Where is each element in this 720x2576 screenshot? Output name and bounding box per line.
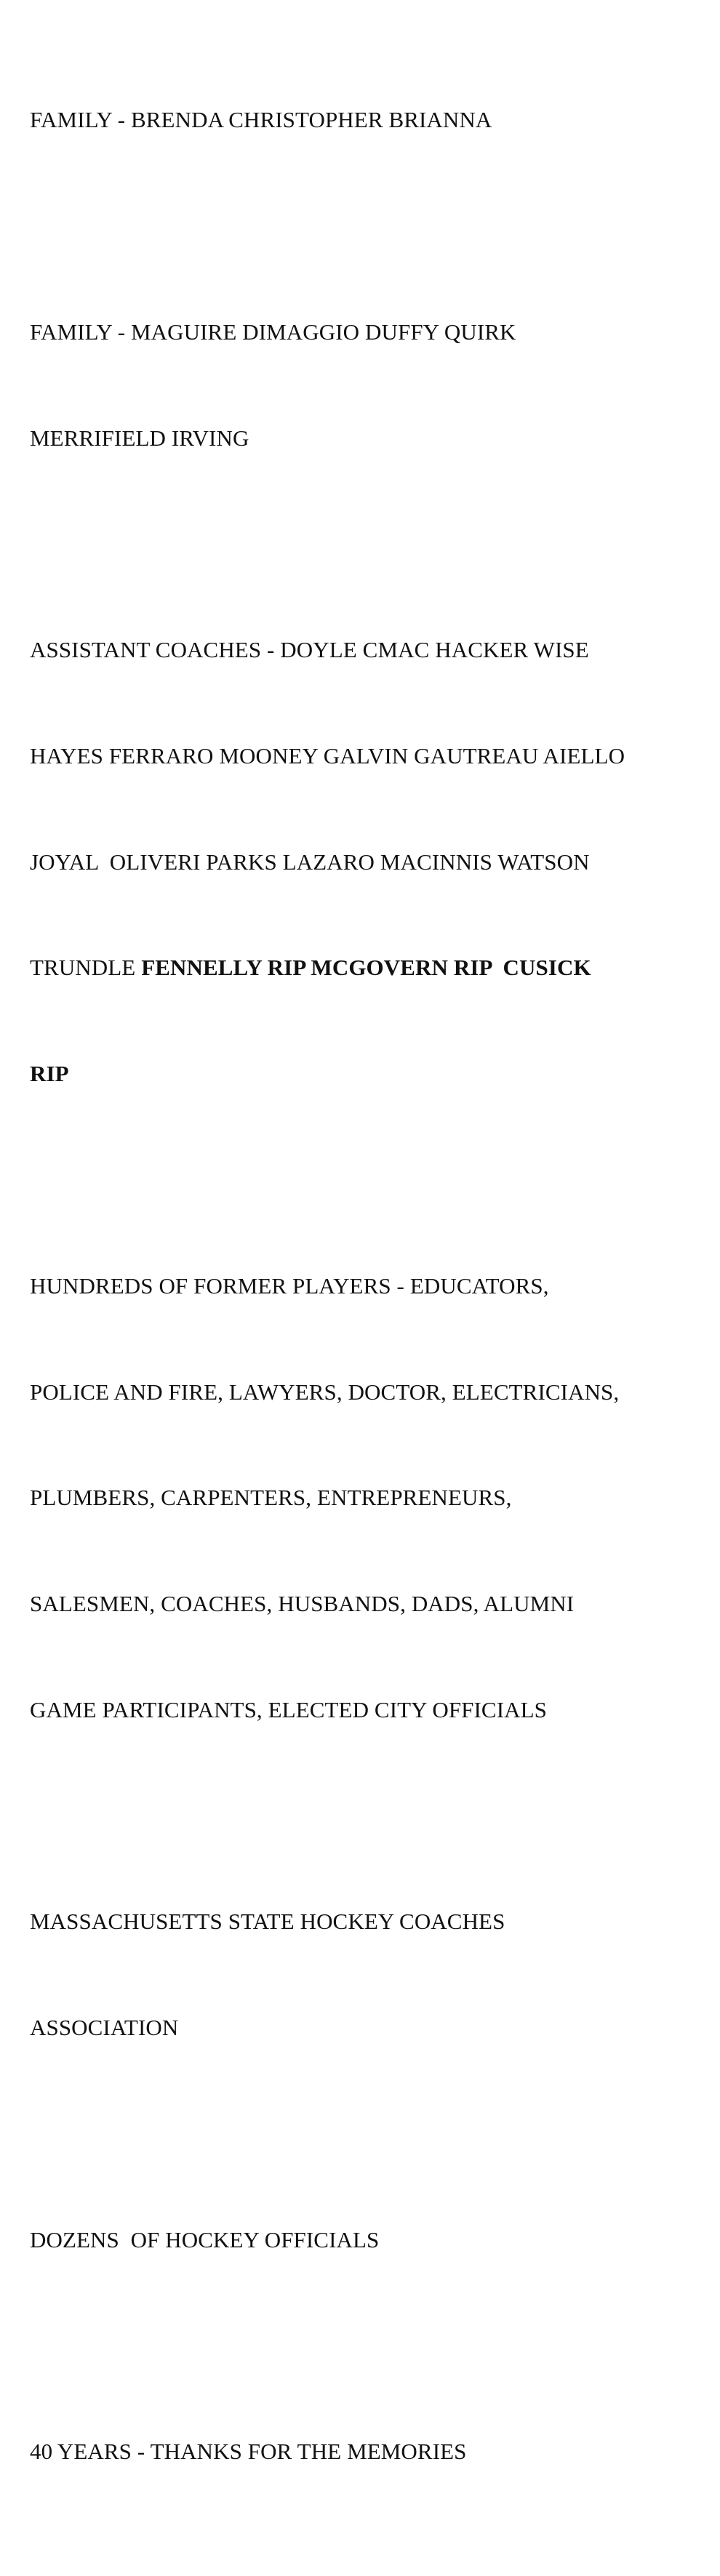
officials-paragraph — [30, 2152, 706, 2329]
text-span: FAMILY - MAGUIRE DIMAGGIO DUFFY QUIRK — [30, 318, 516, 345]
text-line — [30, 1586, 706, 1622]
text-line — [30, 1269, 706, 1304]
text-line — [30, 1480, 706, 1516]
memorial-text: RIP — [30, 1061, 69, 1087]
text-line — [30, 739, 706, 774]
text-line — [30, 2010, 706, 2046]
text-line — [30, 2434, 706, 2470]
former-players-paragraph — [30, 1198, 706, 1799]
coaches-association-paragraph — [30, 1834, 706, 2116]
text-line — [30, 1904, 706, 1940]
document-body — [30, 32, 706, 2576]
text-line — [30, 1693, 706, 1728]
text-line — [30, 2223, 706, 2258]
text-span: GAME PARTICIPANTS, ELECTED CITY OFFICIALS — [30, 1696, 547, 1722]
text-line — [30, 1056, 706, 1092]
text-span: HUNDREDS OF FORMER PLAYERS - EDUCATORS, — [30, 1272, 549, 1299]
text-span: TRUNDLE — [30, 955, 142, 981]
text-line — [30, 950, 706, 986]
assistant-coaches-paragraph — [30, 562, 706, 1163]
memorial-text: FENNELLY RIP MCGOVERN RIP CUSICK — [141, 955, 591, 981]
text-line — [30, 633, 706, 668]
text-span: ASSOCIATION — [30, 2015, 179, 2041]
text-span: MERRIFIELD IRVING — [30, 425, 249, 451]
text-span: ASSISTANT COACHES - DOYLE CMAC HACKER WISE — [30, 637, 589, 663]
text-span: POLICE AND FIRE, LAWYERS, DOCTOR, ELECTRICIANS, — [30, 1379, 620, 1405]
text-span: MASSACHUSETTS STATE HOCKEY COACHES — [30, 1909, 505, 1935]
text-span: DOZENS OF HOCKEY OFFICIALS — [30, 2226, 380, 2252]
text-line — [30, 421, 706, 457]
text-span: SALESMEN, COACHES, HUSBANDS, DADS, ALUMNI — [30, 1591, 575, 1617]
text-line — [30, 315, 706, 350]
text-span: FAMILY - BRENDA CHRISTOPHER BRIANNA — [30, 107, 492, 133]
family-paragraph-2 — [30, 244, 706, 527]
closing-paragraph — [30, 2364, 706, 2540]
text-span: HAYES FERRARO MOONEY GALVIN GAUTREAU AIELLO — [30, 742, 625, 769]
text-span: 40 YEARS - THANKS FOR THE MEMORIES — [30, 2439, 467, 2465]
family-paragraph-1 — [30, 32, 706, 209]
text-span: JOYAL OLIVERI PARKS LAZARO MACINNIS WATSON — [30, 848, 590, 875]
text-line — [30, 845, 706, 880]
text-span: PLUMBERS, CARPENTERS, ENTREPRENEURS, — [30, 1485, 512, 1511]
text-line — [30, 1375, 706, 1411]
text-line — [30, 103, 706, 138]
